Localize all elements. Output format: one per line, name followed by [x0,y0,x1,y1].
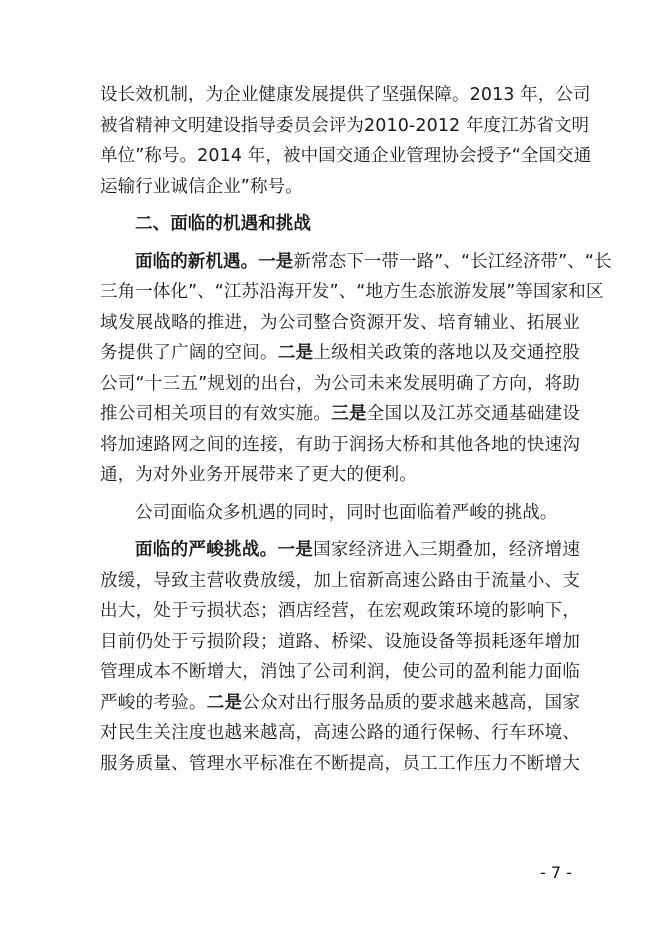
point-label: 二是 [277,343,314,363]
paragraph-opportunities [100,247,612,491]
point-label: 一是 [258,251,294,272]
text-span: 新常态下一带一路”、“长江经济带”、“长 [293,251,612,272]
text-line [100,399,580,430]
section-heading: 二、面临的机遇和挑战 [135,214,311,234]
text-line: 运输行业诚信企业”称号。 [100,176,303,197]
text-span: 上级相关政策的落地以及交通控股 [313,343,581,363]
text-line [100,688,580,719]
text-line: 目前仍处于亏损阶段；道路、桥梁、设施设备等损耗逐年增加 [100,631,580,652]
text-span: 严峻的考验。 [100,692,207,713]
text-line: 通，为对外业务开展带来了更大的便利。 [100,465,417,485]
text-span: 国家经济进入三期叠加，经济增速 [313,540,581,560]
text-line: 单位”称号。2014 年，被中国交通企业管理协会授予“全国交通 [100,146,592,166]
paragraph-challenges [100,535,580,779]
point-label: 二是 [206,692,243,713]
lead-phrase: 面临的新机遇。 [135,251,259,272]
text-line: 将加速路网之间的连接，有助于润扬大桥和其他各地的快速沟 [100,434,580,455]
paragraph-transition: 公司面临众多机遇的同时，同时也面临着严峻的挑战。 [135,502,558,523]
text-line: 设长效机制，为企业健康发展提供了坚强保障。2013 年，公司 [100,85,591,105]
point-label: 三是 [331,404,367,424]
text-line: 放缓，导致主营收费放缓，加上宿新高速公路由于流量小、支 [100,570,580,591]
text-line: 对民生关注度也越来越高，高速公路的通行保畅、行车环境、 [100,723,580,743]
paragraph-honors [100,80,592,202]
text-span: 务提供了广阔的空间。 [100,343,278,363]
text-line: 域发展战略的推进，为公司整合资源开发、培育辅业、拓展业 [100,312,580,333]
text-line [100,535,580,566]
text-line [100,247,612,278]
text-span: 公众对出行服务品质的要求越来越高，国家 [242,692,580,713]
document-page [100,80,612,779]
text-line: 管理成本不断增大，消蚀了公司利润，使公司的盈利能力面临 [100,662,580,682]
text-line: 被省精神文明建设指导委员会评为2010-2012 年度江苏省文明 [100,115,590,136]
text-line: 出大，处于亏损状态；酒店经营，在宏观政策环境的影响下， [100,601,580,621]
text-span: 推公司相关项目的有效实施。 [100,404,332,424]
lead-phrase: 面临的严峻挑战。 [135,540,278,560]
point-label: 一是 [277,540,314,560]
text-span: 全国以及江苏交通基础建设 [366,404,581,424]
text-line [100,338,580,369]
text-line: 公司“十三五”规划的出台，为公司未来发展明确了方向，将助 [100,373,580,394]
page-number: - 7 - [540,863,572,882]
text-line: 三角一体化”、“江苏沿海开发”、“地方生态旅游发展”等国家和区 [100,282,604,302]
text-line: 服务质量、管理水平标准在不断提高，员工工作压力不断增大 [100,753,580,774]
